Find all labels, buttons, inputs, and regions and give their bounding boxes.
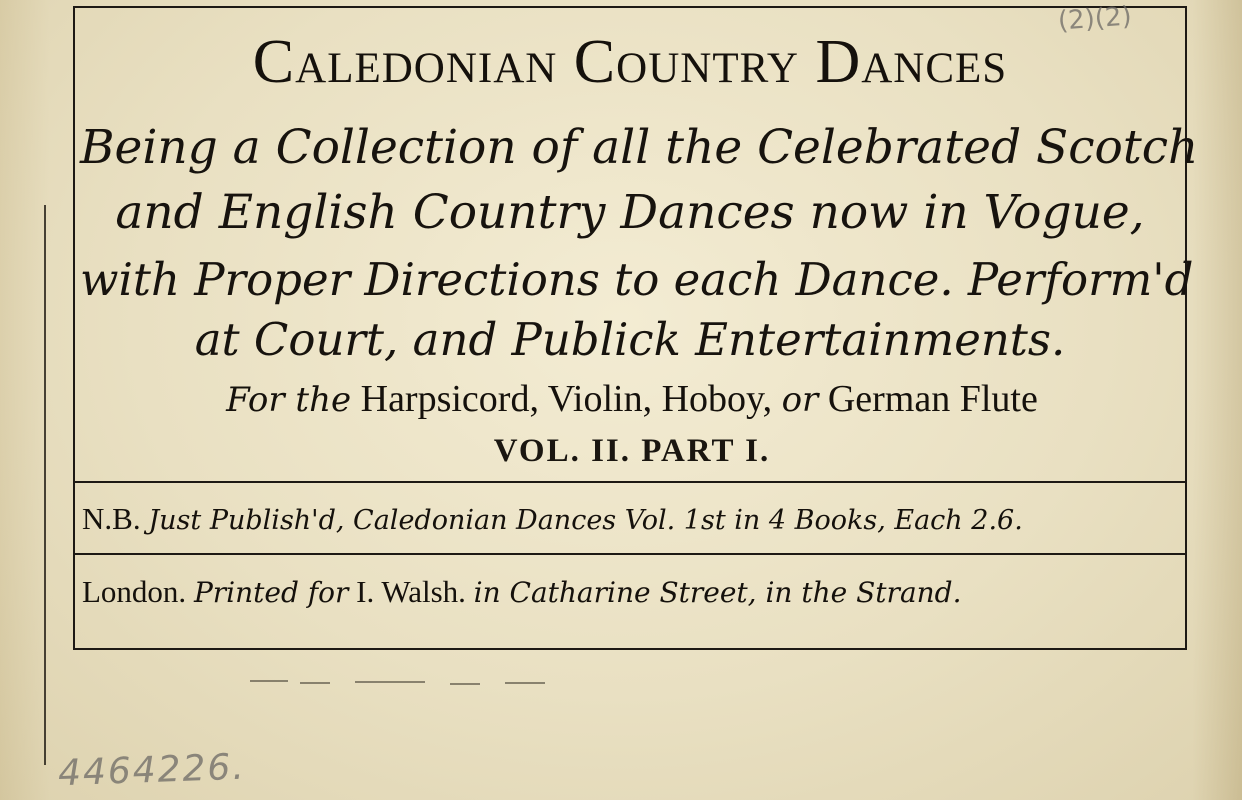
- nb-label: N.B.: [82, 501, 141, 536]
- instruments-flute: German Flute: [827, 378, 1038, 420]
- subtitle-line: and English Country Dances now in Vogue,: [115, 185, 1145, 240]
- subtitle-line: Being a Collection of all the Celebrated Scotch: [80, 120, 1199, 175]
- imprint-address: in Catharine Street, in the Strand.: [473, 576, 962, 609]
- margin-rule: [44, 205, 46, 765]
- divider-rule: [73, 481, 1187, 483]
- nb-text: Just Publish'd, Caledonian Dances Vol. 1st in 4 Books, Each 2.6.: [148, 505, 1023, 536]
- instruments-conjunction: or: [781, 380, 819, 420]
- decorative-dash: [250, 680, 288, 682]
- nota-bene: [82, 490, 1182, 548]
- imprint-publisher: I. Walsh.: [356, 574, 466, 609]
- imprint-city: London.: [82, 574, 187, 609]
- shelf-mark: (2)(2): [1057, 1, 1133, 37]
- decorative-dash: [300, 682, 330, 684]
- accession-number: 4464226.: [57, 746, 247, 795]
- imprint: [82, 562, 1182, 622]
- instruments-prefix: For the: [226, 380, 352, 420]
- page-title: Caledonian Country Dances: [252, 28, 1008, 96]
- instruments-line: [80, 372, 1184, 426]
- instruments-list: Harpsicord, Violin, Hoboy,: [360, 378, 773, 420]
- divider-rule: [73, 553, 1187, 555]
- volume-part: VOL. II. PART I.: [493, 433, 771, 469]
- subtitle-line: with Proper Directions to each Dance. Perform'd: [80, 253, 1194, 306]
- subtitle-line: at Court, and Publick Entertainments.: [194, 313, 1066, 366]
- imprint-printed-for: Printed for: [193, 576, 349, 609]
- decorative-dash: [450, 683, 480, 685]
- decorative-dash: [505, 682, 545, 684]
- decorative-dash: [355, 681, 425, 683]
